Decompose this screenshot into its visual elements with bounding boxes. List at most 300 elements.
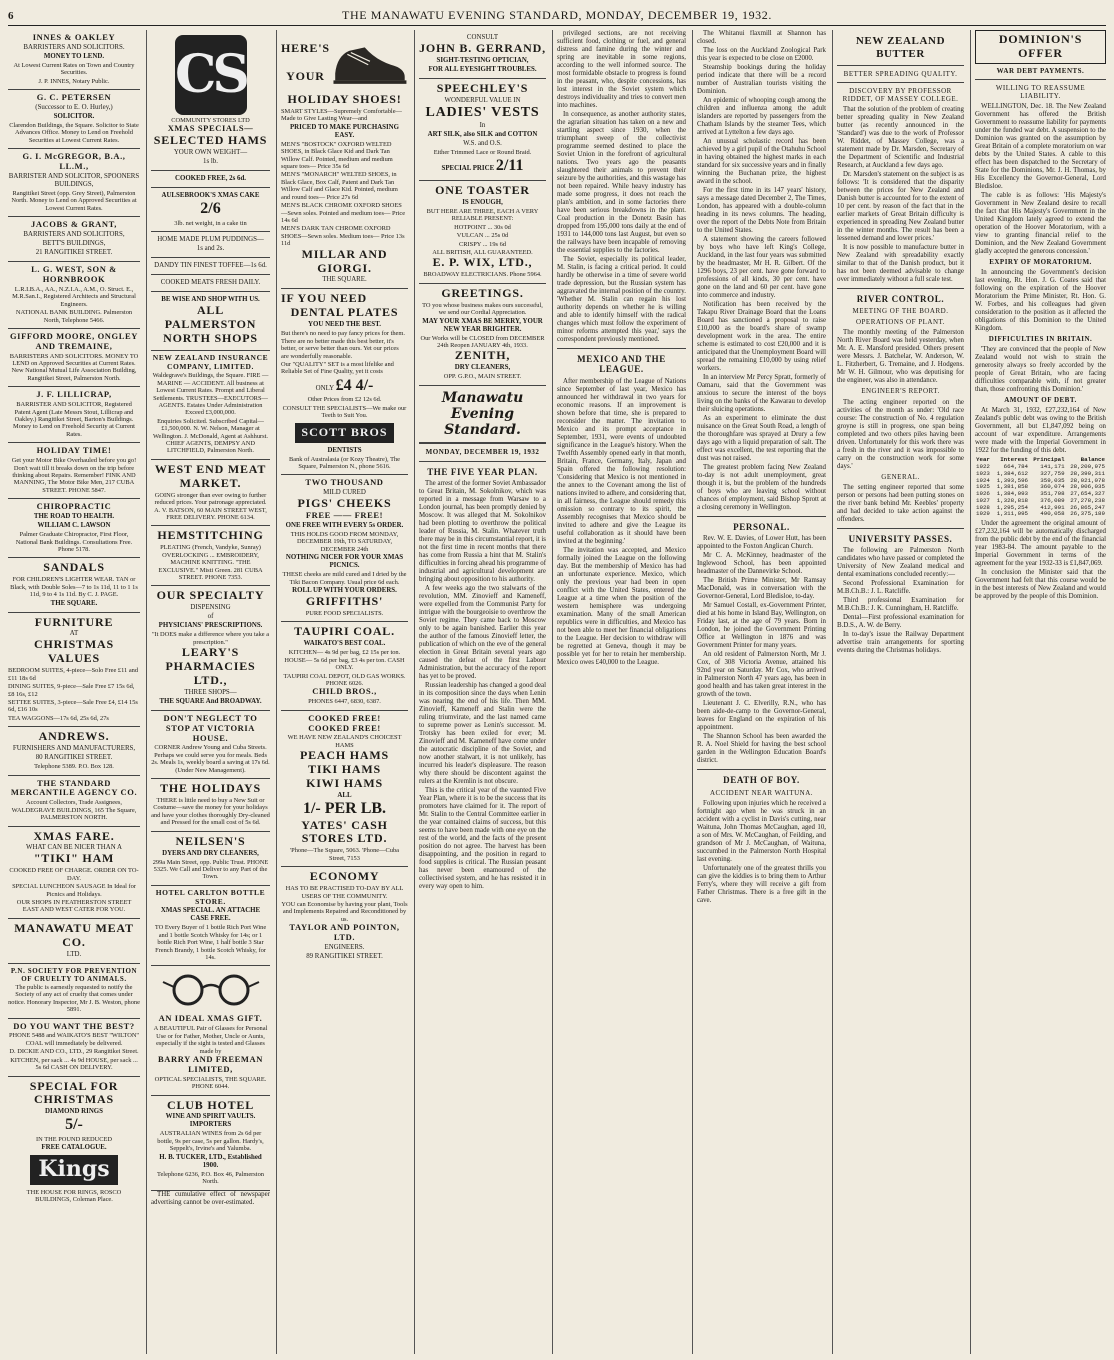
paragraph: Dr. Marsden's statement on the subject is as follows: 'It is considered that the disparity between the prices for New Zealand and Danish butter is accounted for to the extent of 10 per cent. by reason of the fact that in the earlier markets of Great Britain difficulty is experienced in spreading New Zealand butter in the winter months. The result has been a lessened demand and lower prices.' [837,170,964,242]
paragraph: In to-day's issue the Railway Department advertise train arrangements for sporting events during the Christmas holidays. [837,631,964,655]
ad-heading: GREETINGS. [441,285,524,300]
ad-heading: CHILD BROS., [312,686,377,697]
paragraph: Following upon injuries which he received a fortnight ago when he was struck in an accident with a cyclist in Davis's cutting, near Waituna, John Thomas McCaughan, aged 10, a son of Mrs. W. McCaughan, of Feilding, and grandson of Mr J. McCaughan, of Waituna, succumbed in the Palmerston North Hospital last evening. [697,799,826,863]
ad-line: THERE is little need to buy a New Suit or Costume—save the money for your holidays and have your clothes thoroughly Dry-cleaned and Pressed for the small cost of 5s 6d. [151,797,270,827]
ad-yates-hams [281,711,408,867]
ad-line: FOR CHILDREN'S LIGHTER WEAR. TAN or Black, with Double Soles—7 to 1s 11d, 11 to 1 1s 11d, 9 to 4 1s 11d. By C. J. PAGE. [10,576,138,599]
ad-line: ONLY [315,384,334,392]
ad-line: L.R.I.B.A., AA., N.Z.I.A., A.M., O. Struct. E., M.R.San.I., Registered Architects and Structural Engineers. [12,285,136,308]
paragraph: The invitation was accepted, and Mexico formally joined the League on the following day. But the membership of Mexico has had an unfortunate experience. Mexico, which only the previous year had been in open conflict with the United States, entered the League at a time when the position of the western hemisphere was undergoing examination. Many of the small American republics were in difficulties, and Mexico has not been able to meet her financial obligations to the League. Her decision to withdraw will be regretted at Geneva, though it may be possible yet for her to retain her membership. Mexico owes £40,000 to the League. [557,546,686,666]
ad-line: Account Collectors, Trade Assignees, WALDEGRAVE BUILDINGS, 165 The Square, PALMERSTON NORTH. [11,799,137,822]
ad-taupiri-coal [281,622,408,710]
paragraph: privileged sections, are not receiving sufficient food, clothing or fuel, and general distress and famine during the winter and spring are inevitable in some regions, according to the well informed source. The most formidable obstacle to progress is found in the peasant, who, despite concessions, has lost interest in the Soviet system which destroys individuality and tries to convert men into machines. [557,30,686,109]
ad-line: PHONE 5488 and WAIKATO'S BEST "WILTON" COAL will immediately be delivered. [8,1032,140,1047]
article-heading: DOMINION'S OFFER [998,32,1083,60]
ad-line: SPECIAL PRICE [441,165,495,173]
ad-line: WILLIAM C. LAWSON [37,522,111,530]
shoe-icon [330,35,408,91]
ad-line: COOKED MEATS FRESH DAILY. [160,279,261,287]
ad-zenith-greetings [419,284,546,386]
table-cell: 359,035 [1040,476,1065,484]
ad-coal-dickie [8,1019,140,1077]
ad-line: But there's no need to pay fancy prices for them. There are no better made this best better, it's better, or serve better than ours. Yet our prices are wonderfully reasonable. [281,330,405,360]
ad-line: PURE FOOD SPECIALISTS. [305,610,384,618]
ad-line: 1s lb. [203,158,218,166]
ad-heading: TIKI HAMS [308,762,381,777]
column-5 [552,30,690,1354]
article-heading: RIVER CONTROL. [856,293,945,304]
ad-line: MEN'S BLACK CHROME OXFORD SHOES—Sewn soles. Pointed and medium toes— Price 14s 6d [281,202,406,224]
ad-heading: J. F. LILLICRAP, [36,389,112,400]
ad-price: 2/11 [495,157,524,175]
ad-heading: NEILSEN'S [175,833,246,848]
ad-nz-insurance [151,351,270,460]
ad-line: MEN'S "MONARCH" WELTED SHOES, in Black Glace, Box Calf, Patent and Dark Tan Willow Calf and Glace Kid. Pointed, medium and round toes— Price 27s 6d [281,171,398,201]
article-heading: NEW ZEALAND BUTTER [855,35,946,60]
ad-line: Clarendon Buildings, the Square. Solicitor to State Advances Office. Money to Lend on Freehold Securities at Lowest Current Rates. [9,121,139,144]
paragraph: 'They are convinced that the people of New Zealand would not wish to strain the generosity always so freely accorded by the people of Great Britain, who are facing difficulties comparable with, if not greater than, those confronting this Dominion.' [975,346,1106,394]
ad-line: THREE SHOPS— [184,688,237,696]
paragraph: The acting engineer reported on the activities of the month as under: 'Old race course: The construction of No. 4 regulation groyne is still in progress, one span being completed and two others piles having been driven. Unfortunately for this work there was a fresh in the river and it was impossible to carry on the construction work for some days.' [837,398,964,470]
ad-line: ENGINEERS. [324,943,365,951]
ad-heading: COOKED FREE! [308,722,381,733]
ad-heading: HOLIDAY TIME! [36,445,112,456]
ad-heading: ECONOMY [309,869,380,884]
ad-scott-bros-dentists [281,289,408,475]
ad-line: SMART STYLES—Supremely Comfortable—Made to Give Lasting Wear—and [281,107,402,123]
ad-line: XMAS SPECIAL. AN ATTACHE CASE FREE. [160,907,261,923]
ad-line: HOME MADE PLUM PUDDINGS— [157,236,264,244]
ad-heading: XMAS SPECIALS— [167,123,254,134]
ad-line: BEDROOM SUITES, 4-piece—Solo Free £11 and £11 18s 6d [8,667,139,682]
paragraph: At March 31, 1932, £27,232,164 of New Zealand's public debt was owing to the British Government, all but £1,847,092 being on account of war expenditure. Arrangements were made with the Imperial Government in 1922 for the funding of this debt. [975,407,1106,455]
ad-line: Enquiries Solicited. Subscribed Capital—£1,500,000. N. W. Nelson, Manager at Wellington. J. McDonald, Agent at Ashhurst. CHIEF AGENTS, DEMPSY AND LITCHFIELD, Palmerston North. [152,417,269,455]
ad-line: Our "QUALITY" SET is a most lifelike and Reliable Set of Fine Quality, yet it costs [281,360,394,376]
ad-line: OPP. G.P.O., MAIN STREET. [443,373,522,381]
ad-lillicrap [8,387,140,443]
ad-line: Telephone 5389. P.O. Box 128. [34,763,114,771]
ad-heading: THE HOLIDAYS [160,781,261,796]
ad-heading: NEW ZEALAND INSURANCE COMPANY, LIMITED. [152,352,269,371]
ad-heading: IF YOU NEED [281,291,367,306]
ad-line: of [207,613,214,621]
paragraph: The British Prime Minister, Mr Ramsay MacDonald, was in conversation with the Governor-General, Lord Bledisloe, to-day. [697,577,826,601]
ad-line: KITCHEN— 4s 9d per bag, £2 15s per ton. HOUSE— 5s 6d per bag, £3 4s per ton. CASH ONLY. [284,649,405,672]
ad-line: 80 RANGITIKEI STREET. [35,754,113,762]
table-cell: 1,328,818 [996,496,1029,504]
ad-line: DINING SUITES, 9-piece—Sale Free £7 15s 6d, £8 16s, £12 [8,683,135,698]
ad-heading: HEMSTITCHING [157,528,264,543]
ad-line: (Successor to E. O. Hurley,) [35,103,113,111]
ad-line: 1s and 2s. [196,245,225,253]
ad-hemstitching [151,526,270,586]
ad-line: CORNER Andrew Young and Cuba Streets. Perhaps we could serve you for meals. Beds 2s. Meals 1s, weekly board a saving at 17s 6d. (Under New Management). [151,744,270,774]
column-4 [414,30,550,1354]
ad-gifford-moore [8,329,140,387]
ad-line: YOUR OWN WEIGHT— [173,149,248,157]
table-cell: 1,384,093 [996,490,1029,498]
table-cell: 376,089 [1040,496,1065,504]
ad-line: PRICED TO MAKE PURCHASING EASY. [289,123,400,139]
table-header-cell: Interest [1000,456,1029,464]
table-cell: 360,074 [1040,483,1065,491]
ad-line: PHYSICIANS' PRESCRIPTIONS. [158,622,263,630]
paragraph: As an experiment to eliminate the dust nuisance on the Great South Road, a length of the thoroughfare was sprayed at Drury a few days ago with a liquid preparation of salt. The effect was excellent, the test reporting that the dust was not raised. [697,415,826,462]
ad-line: MEN'S "BOSTOCK" OXFORD WELTED SHOES, in Black Glace Kid and Dark Tan Willow Calf. Pointed, medium and medium square toes— Price 35s 6d [281,140,393,171]
ad-line: BARRISTER AND SOLICITOR, Registered Patent Agent (Late Messrs Stout, Lillicrap and Oakley.) Rangitikei Street, Barton's Buildings. Money to Lend on Freehold Security at Current Rates. [13,401,135,438]
ad-line: HOTPOINT ... 30s 0d [454,223,511,231]
ad-line: BROADWAY ELECTRICIANS. Phone 5964. [423,271,542,279]
table-cell: 412,991 [1040,503,1065,511]
ad-line: HAS TO BE PRACTISED TO-DAY BY ALL USERS OF THE COMMUNITY. [285,885,404,900]
paragraph: In consequence, as another authority states, the agrarian situation has taken on a new and startling aspect since 1930, when the triumphant sweep of the collectivist programme seemed destined to place the Soviet Union in the forefront of agricultural nations. Two years ago the peasants slaughtered their animals to prevent their seizure by the authorities, and this wastage has not been repaired. While heavy industry has made some progress, it does not reach the plan's ambition, and in some factories there have been serious breakdowns in the plant. Coal production in the Donetz Basin has dropped from 195,000 tons daily at the end of 1931 to 144,000 tons last August, but even so the railways have been incapable of removing the essential supplies to the factories. [557,111,686,254]
paragraph: WELLINGTON, Dec. 18. The New Zealand Government has offered the British Government to reassume liability for payments under the funded war debt. A suspension to the Dominion was granted on the assumption by Great Britain of a complete moratorium on war debts by the United States. A cable to this effect has been dispatched to the Secretary of State for the Dominions, Mr. J. H. Thomas, by His Excellency the Governor-General, Lord Bledisloe. [975,103,1106,191]
table-cell: 1929 [976,510,990,518]
paragraph: Rev. W. E. Davies, of Lower Hutt, has been appointed to the Foxton Anglican Church. [697,535,826,551]
article-dominions-offer [975,103,1106,455]
ad-heading: LADIES' VESTS [425,104,540,120]
ad-line: FREE CATALOGUE. [41,1144,107,1152]
ad-line: BARRISTER AND SOLICITOR, SPOONERS BUILDINGS, [8,172,140,188]
ad-heading: TWO THOUSAND [305,477,384,488]
headline-box [975,30,1106,64]
ad-spca [8,964,140,1019]
page-number: 6 [8,9,14,22]
ad-neilsens [151,832,270,886]
paragraph: That the solution of the problem of creating better spreading quality in New Zealand butter (as recently announced in the 'Standard') was due to the work of Professor W. Riddet, of Massey College, was a statement made by Dr. Marsden, Secretary of the Department of Scientific and Industrial Research, at Auckland a few days ago. [837,105,964,169]
article-death-of-boy [697,800,826,905]
ad-line: CONSULT [466,34,499,41]
ad-holidays-cleaning [151,779,270,832]
article-heading: DEATH OF BOY. [723,775,800,786]
paragraph: After membership of the League of Nations since September of last year, Mexico has announced her withdrawal in two years for economic reasons. If an improvement is shown before that time, she is prepared to reconsider the matter. The invitation to Mexico and its prompt acceptance in September, 1931, were events of undoubted significance in the League's history. When the Twelfth Assembly opened early in that month, Britain, France, Germany, Italy, Japan and Spain offered the following resolution: 'Considering that Mexico is not mentioned in the annex to the Covenant among the list of nations invited to adhere, and considering that, in all fairness, the League should remedy this omission so contrary to its spirit, the Assembly recognises that Mexico should be invited to adhere and give the League its useful collaboration as it should have been invited at the beginning.' [557,377,686,545]
ad-heading: ALL PALMERSTON NORTH SHOPS [163,303,258,345]
kings-logo: Kings [30,1155,117,1185]
paragraph: The arrest of the former Soviet Ambassador to Great Britain, M. Sokolnikov, which was reported in a message from Warsaw to a London journal, has been promptly denied by Moscow. It was alleged that M. Sokolnikov had been plotting to overthrow the political leader of Russia, M. Stalin. Whatever truth there may be in this circumstantial report, it is not the first time in recent months that there has come from Russia a hint that M. Stalin's difficulties in forcing ahead his programme of industrial and agricultural development are bringing about opposition to his authority. [419,479,546,583]
article-subheading: DIFFICULTIES IN BRITAIN. [988,335,1093,344]
ad-line: YOU can Economise by having your plant, Tools and Implements Repaired and Reconditioned by us. [281,900,408,923]
paragraph: Lieutenant J. C. Elverilly, R.N., who has been aide-de-camp to the Governor-General, leaves for England on the expiration of his appointment. [697,700,826,732]
ad-price: 1/- PER LB. [302,800,387,818]
table-header-cell: Principal [1033,456,1065,464]
ad-heading: HOTEL CARLTON BOTTLE STORE. [155,887,266,906]
ad-line: FURNISHERS AND MANUFACTURERS, [12,745,136,753]
ad-line: H. B. TUCKER, LTD., Established 1900. [159,1153,262,1169]
filler-note [151,1191,270,1207]
ad-community-stores [151,30,270,351]
ad-line: DRY CLEANERS, [454,364,511,372]
newspaper-nameplate: Manawatu Evening Standard. [441,389,524,439]
ad-holiday-shoes [281,30,408,289]
ad-line: LTD. [66,950,82,958]
paragraph: The loss on the Auckland Zoological Park this year is expected to be close on £2000. [697,47,826,62]
ad-innes-oakley [8,30,140,90]
paragraph: The cable is as follows: 'His Majesty's Government in New Zealand desire to recall the fact that His Majesty's Government in the United Kingdom lately agreed to extend the operation of the Hoover Moratorium, with a view to granting financial relief to the Dominion, and the New Zealand Government gladly accepted the generous concession.' [975,192,1106,256]
ad-line: ART SILK, also SILK and COTTON [427,131,538,139]
article-subheading: OPERATIONS OF PLANT. [855,318,946,327]
ad-line: AT [69,630,79,638]
paragraph: The greatest problem facing New Zealand to-day is not adult unemployment, great though it is, but the problem of the hundreds of boys who are leaving school without chances of employment, said Bishop Sprott at a closing ceremony in Wellington. [697,464,826,511]
ad-line: TAUPIRI COAL DEPOT, OLD GAS WORKS. PHONE 6026. [283,672,406,688]
ad-line: THE SQUARE. [322,276,367,284]
spectacles-icon [161,972,261,1008]
ad-learys-pharmacies [151,586,270,710]
table-cell: 1922 [976,463,990,471]
ad-club-hotel [151,1096,270,1191]
table-cell: 141,171 [1040,463,1065,471]
ad-chiropractic [8,499,140,558]
ad-heading: SPECIAL FOR CHRISTMAS [29,1078,119,1107]
ad-line: BARRISTERS AND SOLICITORS. [23,43,125,51]
paragraph: THE cumulative effect of newspaper advertising cannot be over-estimated. [151,1190,270,1206]
ad-heading: YOUR [286,69,325,83]
ad-heading: L. G. WEST, SON & HORNBROOK [31,264,117,284]
table-cell: 27,654,327 [1070,490,1105,498]
table-cell: 1923 [976,469,990,477]
ad-line: ONE FREE WITH EVERY 5s ORDER. [285,522,404,529]
community-stores-logo-icon: CS [175,35,247,115]
ad-line: THE HOUSE FOR RINGS, ROSCO BUILDINGS, Coleman Place. [26,1188,122,1204]
ad-heading: PIGS' CHEEKS [297,496,392,511]
article-subheading: EXPIRY OF MORATORIUM. [989,258,1092,267]
article-subheading: WILLING TO REASSUME LIABILITY. [995,83,1086,101]
ad-line: 21 RANGITIKEI STREET. [35,249,113,257]
ad-line: COOKED FREE, 2s 6d. [174,175,247,183]
ad-heading: TAUPIRI COAL. [294,624,395,639]
ad-heading: GIFFORD MOORE, ONGLEY AND TREMAINE, [9,330,139,351]
ad-price: £4 4/- [335,376,374,394]
ad-line: 3lb. net weight, in a cake tin [174,219,247,227]
ad-line: NATIONAL BANK BUILDING. Palmerston North, Telephone 5466. [15,309,133,324]
ad-line: SOLICITOR. [53,112,95,120]
paragraph: In conclusion the Minister said that the Government had felt that this course would be in the best interests of New Zealand and would be approved by the people of this Dominion. [975,568,1106,600]
ad-line: BUT HERE ARE THREE, EACH A VERY RELIABLE PRESENT: [426,207,539,223]
article-five-year-plan-cont [557,30,686,344]
ad-heading: LEARY'S PHARMACIES LTD., [165,645,256,687]
ad-speechley-vests [419,79,546,181]
article-subheading: BETTER SPREADING QUALITY. [843,69,958,78]
ad-line: BETT'S BUILDINGS, [42,240,106,248]
article-subheading: ACCIDENT NEAR WAITUNA. [709,788,814,797]
table-cell: 1,295,254 [996,503,1029,511]
ad-line: MEN'S DARK TAN CHROME OXFORD SHOES—Sewn soles. Medium toes— Price 13s 11d [281,225,405,248]
ad-line: J. P. INNES, Notary Public. [38,77,110,85]
ad-sandals [8,558,140,612]
ad-wix-toasters [419,181,546,284]
ad-holiday-time [8,443,140,499]
article-subheading: DISCOVERY BY PROFESSOR RIDDET, OF MASSEY COLLEGE. [842,86,959,103]
ad-line: MAY YOUR XMAS BE MERRY, YOUR NEW YEAR BRIGHTER. [422,317,543,333]
table-cell: 26,375,189 [1070,510,1105,518]
paragraph: Notification has been received by the Takapu River Drainage Board that the Loans Board has sanctioned a proposal to raise £10,000 as the board's share of swamp development work in the area. The entire scheme is estimated to cost £20,000 and it is anticipated that the Unemployment Board will spread the remaining £10,000 by using relief workers. [697,301,826,372]
paragraph: It is now possible to manufacture butter in New Zealand with spreadability exactly similar to that of the Danish product, but it has not been deemed advisable to change over immediately without a full scale test. [837,243,964,283]
table-cell: 28,200,975 [1070,463,1105,471]
ad-line: BARRISTERS AND SOLICITORS. MONEY TO LEND on Approved Securities at Current Rates. New National Mutual Life Association Building, Rangitikei Street, Palmerston North. [9,352,139,382]
table-cell: 351,708 [1040,490,1065,498]
ad-line: YOU NEED THE BEST. [308,321,381,329]
ad-heading: CHIROPRACTIC [36,501,112,512]
table-cell: 1926 [976,490,990,498]
ad-heading: AN IDEAL XMAS GIFT. [158,1013,263,1024]
ad-furniture [8,613,140,728]
paragraph: Second Professional Examination for M.B.Ch.B.: J. L. Ratcliffe. [837,580,964,596]
ad-price: 2/6 [200,200,221,218]
table-cell: 1924 [976,476,990,484]
ad-line: KITCHEN, per sack ... 4s 9d HOUSE, per sack ... 5s 6d CASH ON DELIVERY. [10,1056,138,1072]
article-heading: THE FIVE YEAR PLAN. [427,466,538,477]
ad-west-son [8,262,140,329]
ad-line: PHONES 6447, 6830, 6387. [308,698,381,706]
paragraph: An old resident of Palmerston North, Mr J. Cox, of 308 Victoria Avenue, attained his 92nd year on Saturday. Mr Cox, who arrived in Palmerston North 47 years ago, has been in good health and has taken great interest in the growth of the town. [697,651,826,699]
article-subheading: GENERAL. [881,472,920,481]
ad-heading: BARRY AND FREEMAN LIMITED, [158,1053,263,1074]
masthead [8,6,1106,26]
article-subheading: MEETING OF THE BOARD. [852,307,949,316]
paragraph: The following are Palmerston North candidates who have passed or completed the University of New Zealand medical and dental examinations concluded recently:— [837,547,964,579]
paragraph: Russian leadership has changed a good deal in its composition since the days when Lenin was nearing the end of his life. Then MM. Zinovieff, Kameneff and Stalin were the ruling triumvirate, and the last named came to supreme power as Lenin's successor. M. Trotsky has been exiled for ever; M. Zinovieff and M. Kameneff have come under the autocratic discipline of the Soviet, and now another stalwart, it is not unlikely, has incurred his leader's displeasure. The reason why there should be discontent against the rulers at the Kremlin is not obscure. [419,681,546,785]
table-cell: 490,058 [1040,510,1065,518]
article-mexico-league [557,378,686,667]
ad-heading: HOLIDAY SHOES! [287,92,402,106]
ad-line: IN THE POUND REDUCED [35,1135,113,1143]
paragraph: Steamship bookings during the holiday period indicate that there will be a record number of Australian tourists visiting the Dominion. [697,64,826,95]
ad-petersen [8,90,140,149]
ad-heading: JOHN B. GERRAND, [419,41,546,55]
paragraph: The Whitanui flaxmill at Shannon has closed. [697,30,826,45]
paragraph: Third professional Examination for M.B.Ch.B.: J. K. Cunningham, H. Ratcliffe. [837,597,964,613]
ad-line: FOR ALL EYESIGHT TROUBLES. [428,65,537,73]
paragraph: For the first time in its 147 years' history, says a message dated December 2, The Times, London, has appeared with a double-column heading in its news columns. The heading, over the report of the Debts Note from Britain to the United States. [697,187,826,234]
paragraph: Unfortunately one of the greatest thrills you can give the kiddies is to bring them to Arthur Ferry's, where they will receive a gift from Father Christmas. There is a free gift in the cave. [697,864,826,904]
ad-heading: FURNITURE [34,614,114,629]
ad-heading: ONE TOASTER [435,183,530,198]
ad-pigs-cheeks [281,475,408,622]
ad-standard-mercantile [8,776,140,827]
ad-heading: DO YOU WANT THE BEST? [13,1020,135,1031]
ad-heading: ZENITH, [454,348,511,363]
article-five-year-plan [419,480,546,891]
ad-heading: GRIFFITHS' [305,594,384,609]
ad-heading: SANDALS [43,560,105,575]
article-heading: PERSONAL. [733,522,790,532]
article-subheading: ENGINEER'S REPORT. [861,387,940,396]
ad-heading: SPEECHLEY'S [436,80,529,95]
ad-line: WE HAVE NEW ZEALAND'S CHOICEST HAMS [287,734,402,749]
ad-line: ROLL UP WITH YOUR ORDERS. [292,587,397,595]
ad-line: In [479,122,486,130]
ad-line: SIGHT-TESTING OPTICIAN, [436,56,529,64]
news-briefs [697,30,826,512]
article-university-passes [837,547,964,655]
ad-xmas-fare [8,827,140,919]
ad-heading: YATES' CASH STORES LTD. [301,817,388,846]
ad-line: WONDERFUL VALUE IN [444,96,521,104]
ad-heading: FREE —— FREE! [305,510,384,521]
ad-line: CONSULT THE SPECIALISTS—We make our Teeth to Suit You. [282,404,407,420]
ad-line: WAIKATO'S BEST COAL. [303,640,386,648]
table-cell: 1,311,095 [996,510,1029,518]
paragraph: The monthly meeting of the Palmerston North River Board was held yesterday, when Mr. A. E. Mansford presided. Others present were Messrs. J. Batchelar, W. Anderson, W. L. Fitzherbert, G. Tremaine, and J. Hodgens. Mr W. H. Gilmour, who was deputising for the engineer, was also in attendance. [837,329,964,385]
paragraph: An unusual scholastic record has been achieved by a girl pupil of the Otahuhu School in having obtained the highest marks in each standard for six successive years and in finally winning the Buchanan prize, the highest award in the school. [697,138,826,185]
ad-line: TO you whose business makes ours successful, we send our Cordial Appreciation. [422,301,543,317]
ad-heading: KIWI HAMS [306,776,383,791]
paragraph: An epidemic of whooping cough among the children and influenza among the adult islanders are reported by passengers from the Chatham Islands by the steamer Tees, which arrived at Lyttelton a few days ago. [697,97,826,136]
article-subheading: WAR DEBT PAYMENTS. [996,66,1085,75]
table-cell: 664,784 [1003,463,1029,471]
article-river-control [837,329,964,523]
masthead-title: THE MANAWATU EVENING STANDARD, MONDAY, DECEMBER 19, 1932. [342,8,772,22]
ad-line: 'Phone—The Square, 5063. 'Phone—Cuba Street, 7153 [290,847,399,862]
ad-heading: WEST END MEAT MARKET. [154,461,267,490]
ad-heading: THE STANDARD MERCANTILE AGENCY CO. [10,777,138,798]
scott-bros-logo: SCOTT BROS [295,423,393,443]
table-cell: 1,381,858 [996,483,1029,491]
ad-line: Our Works will be CLOSED from DECEMBER 24th Reopen JANUARY 4th, 1933. [420,334,545,349]
ad-line: PLEATING (French, Vandyke, Sunray) OVERLOCKING ... EMBROIDERY, MACHINE KNITTING. "THE EXCLUSIVE." Misti Green. 281 CUBA STREET. PHONE 7353. [158,544,263,581]
ad-line: 89 RANGITIKEI STREET. [306,952,383,960]
ad-line: GOING stronger than ever owing to further reduced prices. Your patronage appreciated. A. V. BATSON, 60 MAIN STREET WEST, FREE DELIVERY. PHONE 6134. [154,491,267,521]
paragraph: Mr Samuel Costall, ex-Government Printer, died at his home in Island Bay, Wellington, on Friday last, at the age of 79 years. Born in London, he joined the Government Printing Office at Wellington in 1876 and was Government Printer for many years. [697,602,826,650]
ad-manawatu-meat [8,919,140,964]
table-header-cell: Year [976,456,990,464]
ad-line: Palmer Graduate Chiropractor, First Floor, National Bank Buildings. Consultations Free. Phone 5178. [15,531,133,553]
ad-heading: ANDREWS. [38,729,110,744]
ad-line: W.S. and O.S. [463,140,502,148]
article-heading: UNIVERSITY PASSES. [848,533,953,544]
column-2 [146,30,274,1354]
article-nz-butter [837,106,964,284]
ad-line: TEA WAGGONS—17s 6d, 25s 6d, 27s [8,714,109,722]
ad-mcgregor [8,149,140,217]
paragraph: A statement showing the careers followed by boys who have left King's College, Auckland, in the last four years was submitted by the headmaster, Mr H. R. Gilbert. Of the 1296 boys, 23 per cent. have gone forward to professions of all kinds, 30 per cent. have gone on the land and 60 per cent. have gone into commerce and industry. [697,236,826,299]
table-cell: 28,006,035 [1070,483,1105,491]
ad-line: WHAT CAN BE NICER THAN A [25,844,123,852]
article-dominions-offer-cont [975,520,1106,601]
debt-table [975,457,1106,517]
ad-line: Get your Motor Bike Overhauled before you go! Don't wait till it breaks down on the trip before thinking about Repairs. Remember! FINK AND MANNING, The Motor Bike Men, 217 CUBA STREET. PHONE 5847. [11,457,137,494]
table-cell: 1927 [976,496,990,504]
column-1 [8,30,144,1354]
ad-jacobs-grant [8,217,140,262]
ad-line: OUR SHOPS IN FEATHERSTON STREET EAST AND WEST CATER FOR YOU. [16,899,132,914]
ad-line: Rangitikei Street (opp. Grey Street), Palmerston North. Money to Lend on Approved Securities at Lowest Current Rates. [11,189,137,212]
ad-xmas-gift-glasses [151,966,270,1095]
ad-line: MONEY TO LEND. [43,52,105,60]
table-cell: 1,384,612 [996,469,1029,477]
ad-line: The public is earnestly requested to notify the Society of any act of cruelty that comes under notice. Honorary Inspector, Mr J. B. Weston, phone 5891. [8,983,140,1014]
ad-heading: JACOBS & GRANT, [30,219,118,230]
column-8 [970,30,1106,1354]
ad-heading: MANAWATU MEAT CO. [14,920,134,949]
column-7 [832,30,968,1354]
ad-line: OPTICAL SPECIALISTS, THE SQUARE. PHONE 6044. [154,1075,267,1091]
article-heading: MEXICO AND THE LEAGUE. [577,354,666,375]
ad-line: THESE cheeks are mild cured and I dried by the Tiki Bacon Company. Usual price 6d each. [282,571,407,586]
ad-line: THE SQUARE. [50,599,98,607]
ad-heading: G. I. McGREGOR, B.A., LL.M., [22,151,126,172]
ad-line: CRISPY ... 19s 6d [459,240,506,248]
table-cell: 28,390,311 [1070,469,1105,477]
paragraph: This is the critical year of the vaunted Five Year Plan, where it is to be the success that its promoters have claimed for it. The report of Mr. Stalin to the Central Committee earlier in the year contained claims of success, but this seems to have been made with one eye on the rest of the world, and the facts of the present position do not agree. The harvest has been disappointing, and the position in regard to food supplies is critical. The Russian peasant has never been enamoured of the collectivised system, and he has resisted it in every way open to him. [419,786,546,890]
ad-line: THE SQUARE And BROADWAY. [159,697,262,705]
ad-heading: XMAS FARE. [33,828,115,843]
ad-line: COOKED FREE OF CHARGE. ORDER ON TO-DAY. [9,867,139,882]
column-6 [692,30,830,1354]
table-cell: 1,393,596 [996,476,1029,484]
ad-line: Either Trimmed Lace or Round Braid. [433,149,532,157]
paragraph: Dental—First professional examination for B.D.S., A. W. de Berry. [837,614,964,630]
ad-line: 299a Main Street, opp. Public Trust. PHONE 5325. We Call and Deliver to any Part of the Town. [152,858,269,881]
